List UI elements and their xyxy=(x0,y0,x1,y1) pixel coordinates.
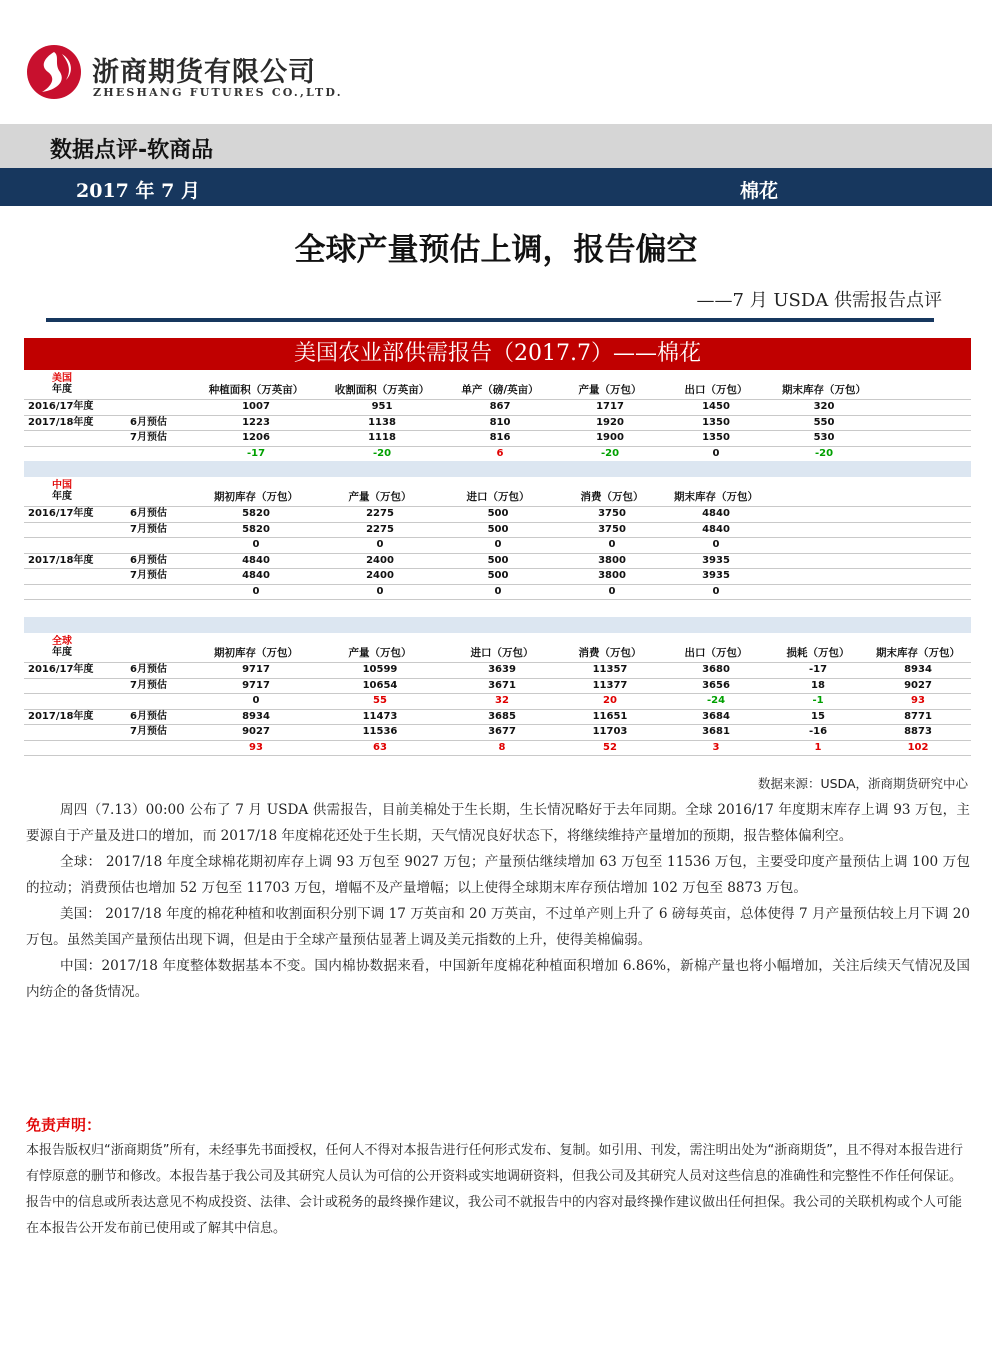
commodity-label: 棉花 xyxy=(740,180,779,202)
page-title: 全球产量预估上调，报告偏空 xyxy=(294,232,698,268)
table-cell: 1717 xyxy=(596,401,624,412)
table-cell: 4840 xyxy=(242,570,270,581)
table-cell: 3639 xyxy=(488,664,516,675)
table-cell: -20 xyxy=(600,447,620,459)
table-cell: 93 xyxy=(911,695,925,706)
table-cell: 8771 xyxy=(904,710,932,722)
table-cell: 1223 xyxy=(242,416,270,428)
report-date: 2017 年 7 月 xyxy=(76,180,200,202)
row-year: 2016/17年度 xyxy=(28,401,94,412)
table-cell: 10654 xyxy=(362,679,398,691)
table-cell: 0 xyxy=(376,539,384,550)
table-cell: 11357 xyxy=(592,664,628,675)
table-cell: 102 xyxy=(907,741,929,753)
row-year: 2017/18年度 xyxy=(28,554,94,566)
table-cell: -17 xyxy=(246,447,266,459)
table-cell: -1 xyxy=(812,695,824,706)
column-header: 期初库存（万包） xyxy=(214,491,298,503)
table-cell: 500 xyxy=(487,508,509,519)
table-cell: 2400 xyxy=(366,554,394,566)
table-cell: 4840 xyxy=(242,554,270,566)
table-cell: 20 xyxy=(603,695,617,706)
column-header: 种植面积（万英亩） xyxy=(208,384,304,396)
table-cell: 3800 xyxy=(598,554,626,566)
column-header: 消费（万包） xyxy=(580,491,644,503)
table-cell: -20 xyxy=(372,447,392,459)
analysis-text xyxy=(26,797,970,1005)
paragraph-us: 美国： 2017/18 年度的棉花种植和收割面积分别下调 17 万英亩和 20 万英亩，不过单产则上升了 6 磅每英亩，总体使得 7 月产量预估较上月下调 20 万包。虽然美国产量预估出现下调，但是由于全球产量预估显著上调及美元指数的上升，使得美棉偏弱。 xyxy=(26,906,970,948)
date-band xyxy=(0,168,992,206)
table-cell: 3935 xyxy=(702,570,730,581)
table-cell: 2275 xyxy=(366,508,394,519)
paragraph-global: 全球： 2017/18 年度全球棉花期初库存上调 93 万包至 9027 万包；产量预估继续增加 63 万包至 11536 万包，主要受印度产量预估上调 100 万包的拉动；消费预估也增加 52 万包至 11703 万包，增幅不及产量增幅；以上使得全球期末库存预估增加 102 万包至 8873 万包。 xyxy=(26,854,970,896)
table-cell: 1206 xyxy=(242,432,270,443)
table-cell: 0 xyxy=(608,539,616,550)
row-year: 2016/17年度 xyxy=(28,664,94,675)
region-label-world: 全球 xyxy=(52,636,72,647)
region-label-cn: 中国 xyxy=(52,480,72,491)
table-cell: -20 xyxy=(814,447,834,459)
column-header: 消费（万包） xyxy=(578,647,642,659)
table-cell: 4840 xyxy=(702,523,730,535)
paragraph-intro: 周四（7.13）00:00 公布了 7 月 USDA 供需报告，目前美棉处于生长期，生长情况略好于去年同期。全球 2016/17 年度期末库存上调 93 万包，主要源自于产量及进口的增加，而 2017/18 年度棉花还处于生长期，天气情况良好状态下，将继续维持产量增加的预期，报告整体偏利空。 xyxy=(26,802,970,844)
row-year: 2017/18年度 xyxy=(28,416,94,428)
table-cell: 8934 xyxy=(242,710,270,722)
table-cell: 9027 xyxy=(904,679,932,691)
row-estimate: 6月预估 xyxy=(130,554,167,566)
data-source: 数据来源：USDA，浙商期货研究中心 xyxy=(757,776,968,791)
column-header: 损耗（万包） xyxy=(786,647,850,659)
column-header: 期末库存（万包） xyxy=(876,647,960,659)
table-cell: 52 xyxy=(603,741,617,753)
table-cell: 0 xyxy=(252,539,260,550)
table-cell: 0 xyxy=(494,539,502,550)
table-cell: 18 xyxy=(811,679,825,691)
table-grid-line xyxy=(24,740,971,741)
row-year: 2016/17年度 xyxy=(28,508,94,519)
table-cell: 1900 xyxy=(596,432,624,443)
company-name-cn: 浙商期货有限公司 xyxy=(92,57,316,88)
table-cell: 1138 xyxy=(368,416,396,428)
row-estimate: 7月预估 xyxy=(130,432,167,443)
column-header: 出口（万包） xyxy=(684,384,748,396)
table-cell: 3685 xyxy=(488,710,516,722)
table-cell: 93 xyxy=(249,741,263,753)
disclaimer-body: 本报告版权归“浙商期货”所有，未经事先书面授权，任何人不得对本报告进行任何形式发布、复制。如引用、刊发，需注明出处为“浙商期货”，且不得对本报告进行有悖原意的删节和修改。本报告基于我公司及其研究人员认为可信的公开资料或实地调研资料，但我公司及其研究人员对这些信息的准确性和完整性不作任何保证。报告中的信息或所表达意见不构成投资、法律、会计或税务的最终操作建议，我公司不就报告中的内容对最终操作建议做出任何担保。我公司的关联机构或个人可能在本报告公开发布前已使用或了解其中信息。 xyxy=(26,1143,963,1236)
table-cell: 0 xyxy=(252,585,260,597)
table-cell: 1007 xyxy=(242,401,270,412)
column-header: 收割面积（万英亩） xyxy=(334,384,430,396)
row-estimate: 6月预估 xyxy=(130,664,167,675)
table-cell: 3750 xyxy=(598,523,626,535)
table-cell: 550 xyxy=(813,416,835,428)
table-cell: 6 xyxy=(496,447,504,459)
company-logo xyxy=(26,44,82,100)
table-cell: 5820 xyxy=(242,508,270,519)
column-header: 进口（万包） xyxy=(466,491,530,503)
table-cell: 0 xyxy=(608,585,616,597)
row-estimate: 6月预估 xyxy=(130,416,167,428)
paragraph-china: 中国：2017/18 年度整体数据基本不变。国内棉协数据来看，中国新年度棉花种植面积增加 6.86%，新棉产量也将小幅增加，关注后续天气情况及国内纺企的备货情况。 xyxy=(26,958,970,1000)
table-cell: 55 xyxy=(373,695,387,706)
table-cell: 8 xyxy=(498,741,506,753)
table-cell: 3684 xyxy=(702,710,730,722)
column-header: 产量（万包） xyxy=(578,384,642,396)
column-header: 期末库存（万包） xyxy=(674,491,758,503)
table-cell: 5820 xyxy=(242,523,270,535)
table-cell: 0 xyxy=(712,585,720,597)
row-estimate: 7月预估 xyxy=(130,679,167,691)
table-cell: 3935 xyxy=(702,554,730,566)
table-cell: 15 xyxy=(811,710,825,722)
table-cell: 2275 xyxy=(366,523,394,535)
table-cell: 3681 xyxy=(702,726,730,737)
table-cell: 3 xyxy=(712,741,720,753)
table-cell: 951 xyxy=(371,401,393,412)
table-cell: 9717 xyxy=(242,664,270,675)
usda-table xyxy=(24,338,971,756)
table-cell: 0 xyxy=(376,585,384,597)
column-header: 产量（万包） xyxy=(348,491,412,503)
table-cell: 0 xyxy=(494,585,502,597)
column-header: 出口（万包） xyxy=(684,647,748,659)
table-title: 美国农业部供需报告（2017.7）——棉花 xyxy=(24,338,971,370)
year-label-us: 年度 xyxy=(52,384,72,395)
table-cell: 1350 xyxy=(702,432,730,443)
table-cell: 32 xyxy=(495,695,509,706)
row-estimate: 7月预估 xyxy=(130,523,167,535)
table-cell: 1920 xyxy=(596,416,624,428)
row-estimate: 7月预估 xyxy=(130,570,167,581)
table-cell: -17 xyxy=(808,664,828,675)
table-cell: 63 xyxy=(373,741,387,753)
table-cell: 3671 xyxy=(488,679,516,691)
table-cell: 3656 xyxy=(702,679,730,691)
row-estimate: 7月预估 xyxy=(130,726,167,737)
table-cell: 500 xyxy=(487,523,509,535)
row-estimate: 6月预估 xyxy=(130,508,167,519)
table-cell: 8934 xyxy=(904,664,932,675)
table-cell: 530 xyxy=(813,432,835,443)
region-label-us: 美国 xyxy=(52,373,72,384)
section-separator xyxy=(24,461,971,477)
column-header: 期末库存（万包） xyxy=(782,384,866,396)
table-cell: 3750 xyxy=(598,508,626,519)
year-label-world: 年度 xyxy=(52,647,72,658)
table-cell: 867 xyxy=(489,401,511,412)
table-cell: 8873 xyxy=(904,726,932,737)
table-cell: 9717 xyxy=(242,679,270,691)
column-header: 产量（万包） xyxy=(348,647,412,659)
table-cell: 500 xyxy=(487,570,509,581)
disclaimer-title: 免责声明： xyxy=(26,1116,102,1134)
company-name-en: ZHESHANG FUTURES CO.,LTD. xyxy=(93,86,343,99)
table-grid-line xyxy=(24,755,971,756)
table-cell: 320 xyxy=(813,401,835,412)
table-cell: 3680 xyxy=(702,664,730,675)
table-cell: 4840 xyxy=(702,508,730,519)
table-cell: 1 xyxy=(814,741,822,753)
section-separator xyxy=(24,617,971,633)
table-cell: -24 xyxy=(706,695,726,706)
column-header: 单产（磅/英亩） xyxy=(461,384,539,396)
title-rule xyxy=(46,318,934,322)
table-cell: 11473 xyxy=(362,710,398,722)
table-cell: 810 xyxy=(489,416,511,428)
table-cell: 816 xyxy=(489,432,511,443)
row-estimate: 6月预估 xyxy=(130,710,167,722)
row-year: 2017/18年度 xyxy=(28,710,94,722)
category-label: 数据点评-软商品 xyxy=(50,138,214,163)
table-cell: 0 xyxy=(712,447,720,459)
table-cell: 9027 xyxy=(242,726,270,737)
table-cell: 11651 xyxy=(592,710,628,722)
table-cell: 3800 xyxy=(598,570,626,581)
table-cell: 2400 xyxy=(366,570,394,581)
table-cell: 0 xyxy=(252,695,260,706)
table-cell: 500 xyxy=(487,554,509,566)
table-cell: 0 xyxy=(712,539,720,550)
year-label-cn: 年度 xyxy=(52,491,72,502)
table-grid-line xyxy=(24,599,971,600)
table-cell: 3677 xyxy=(488,726,516,737)
table-cell: 11536 xyxy=(362,726,398,737)
column-header: 期初库存（万包） xyxy=(214,647,298,659)
table-cell: 10599 xyxy=(362,664,398,675)
column-header: 进口（万包） xyxy=(470,647,534,659)
page-subtitle: ——7 月 USDA 供需报告点评 xyxy=(696,290,942,311)
category-band xyxy=(0,124,992,168)
table-cell: 11377 xyxy=(592,679,628,691)
table-cell: 1450 xyxy=(702,401,730,412)
table-cell: -16 xyxy=(808,726,828,737)
table-cell: 1350 xyxy=(702,416,730,428)
table-cell: 1118 xyxy=(368,432,396,443)
table-cell: 11703 xyxy=(592,726,628,737)
